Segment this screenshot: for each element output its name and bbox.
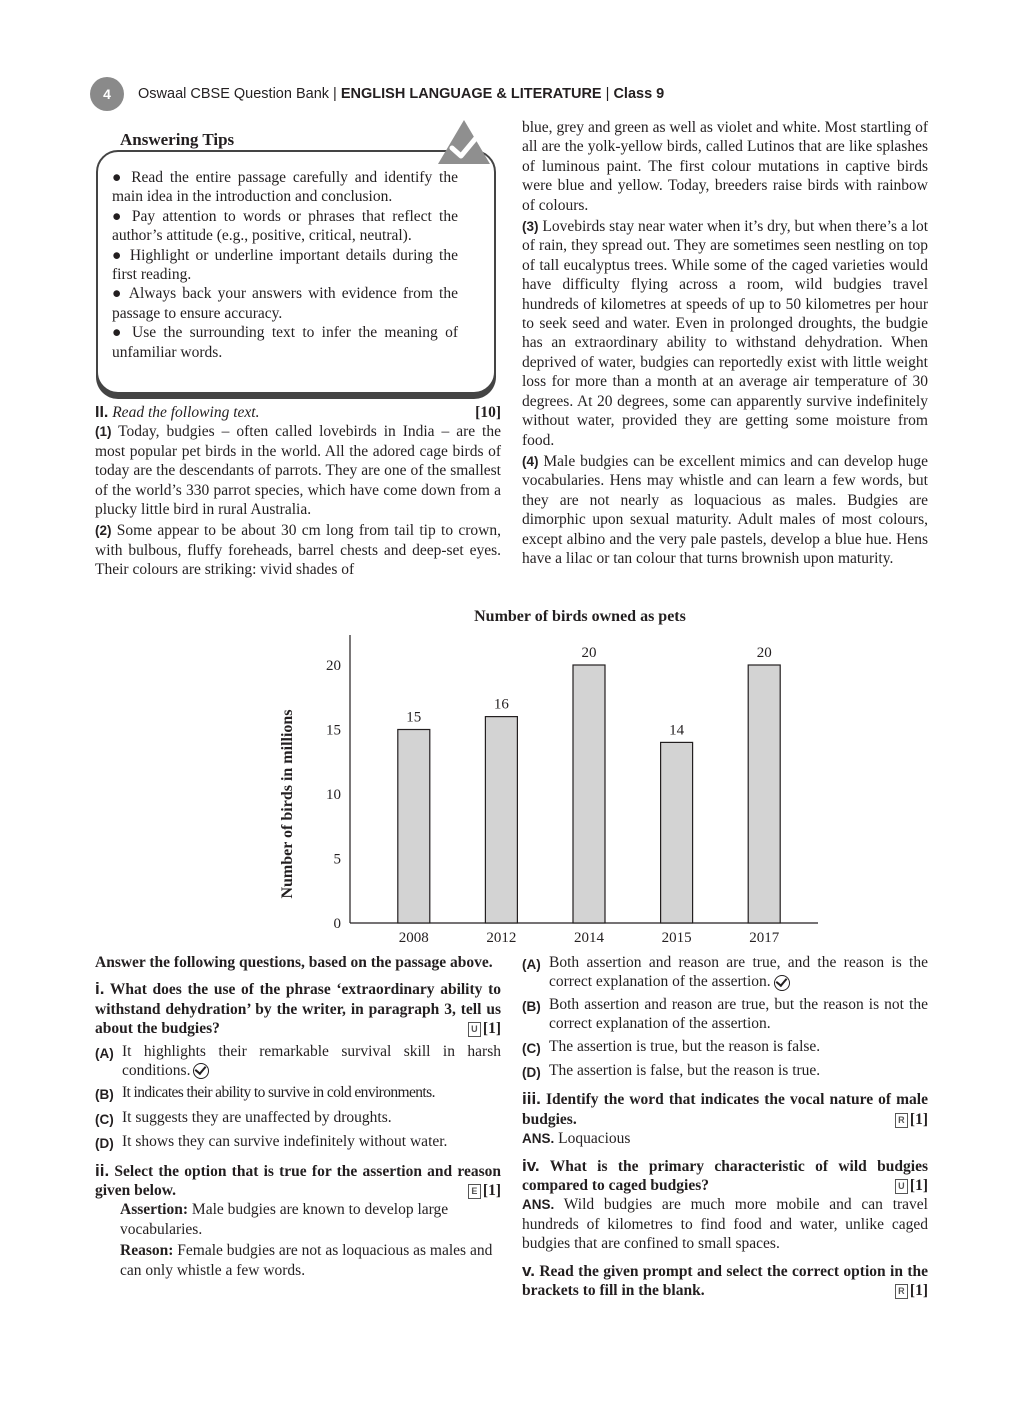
y-tick-label: 20 xyxy=(326,658,341,674)
y-axis-label: Number of birds in millions xyxy=(279,709,296,899)
q1-option-a[interactable]: (A) It highlights their remarkable survival skill in harsh conditions. xyxy=(95,1042,501,1080)
checkmark-triangle-icon xyxy=(436,118,492,166)
tip-item: ● Highlight or underline important details during the first reading. xyxy=(112,246,458,284)
y-tick-label: 5 xyxy=(333,851,341,868)
paragraph-4: (4) Male budgies can be excellent mimics and can develop huge vocabularies. Hens may whistle and can learn a few words, but they are not nearly as loquacious as males. Budgies are dimorphic upon sexual maturity. Adult males of most colours, except albino and the very pale pastels, develop a blue hue. Hens have a lilac or tan colour that turns brownish upon maturity. xyxy=(522,452,929,567)
question-5: v. Read the given prompt and select the correct option in the brackets to fill in the blank. R [1] xyxy=(522,1260,928,1300)
data-label: 20 xyxy=(581,645,597,661)
correct-check-icon xyxy=(193,1063,209,1079)
data-label: 16 xyxy=(493,696,509,713)
bar xyxy=(485,717,517,923)
passage-left-column xyxy=(95,403,501,582)
bar xyxy=(661,742,693,923)
tip-item: ● Use the surrounding text to infer the meaning of unfamiliar words. xyxy=(112,324,458,361)
evaluation-tag-icon: E xyxy=(468,1184,481,1199)
q1-option-d[interactable]: (D) It shows they can survive indefinitely without water. xyxy=(95,1133,448,1152)
series-title: Oswaal CBSE Question Bank xyxy=(138,86,330,102)
paragraph-3: (3) Lovebirds stay near water when it’s dry, but when there’s a lot of rain, they spread out. They are sometimes seen nestling on top of tall eucalyptus trees. While some of the caged varieties would have difficulty flying across a room, wild budgies travel hundreds of kilometres at speeds of up to 50 kilometres per hour to seek seed and water. Even in prolonged droughts, the budgie has an extraordinary ability to withstand dehydration. When deprived of water, budgies can reportedly exist with little weight loss for more than a month at an average air temperature of 30 degrees. At 20 degrees, some can apparently survive indefinitely without water, provided they are getting some moisture from food. xyxy=(522,218,929,449)
tip-item: ● Pay attention to words or phrases that reflect the author’s attitude (e.g., positive, critical, neutral). xyxy=(112,207,458,245)
paragraph-2: (2) Some appear to be about 30 cm long from tail tip to crown, with bulbous, fluffy foreheads, barrel chests and deep-set eyes. Their colours are striking: vivid shades of xyxy=(95,522,501,579)
q2-option-b[interactable]: (B) Both assertion and reason are true, but the reason is not the correct explanation of the assertion. xyxy=(522,995,928,1033)
q1-option-c[interactable]: (C) It suggests they are unaffected by droughts. xyxy=(95,1108,392,1127)
section-number: II. xyxy=(95,404,109,421)
remembering-tag-icon: R xyxy=(895,1113,908,1128)
data-label: 20 xyxy=(756,645,772,661)
paragraph-1: (1) Today, budgies – often called lovebirds in India – are the most popular pet birds in the world. All the adored cage birds of today are the descendants of parrots. They are one of the smallest of the world’s 330 parrot species, which have come down from a plucky little bird in rural Australia. xyxy=(95,423,501,519)
section-instruction: Read the following text. xyxy=(112,404,260,421)
y-tick-label: 0 xyxy=(333,916,341,932)
questions-right-column xyxy=(522,953,928,1301)
page-number: 4 xyxy=(90,77,124,111)
reason-text: Reason: Female budgies are not as loquacious as males and can only whistle a few words. xyxy=(120,1242,493,1279)
subject-title: ENGLISH LANGUAGE & LITERATURE xyxy=(340,86,602,102)
question-2: ii. Select the option that is true for the assertion and reason given below. E [1] xyxy=(95,1160,501,1200)
y-tick-label: 10 xyxy=(326,787,341,803)
bar xyxy=(748,665,780,923)
tip-item: ● Always back your answers with evidence from the passage to ensure accuracy. xyxy=(112,285,458,322)
section-marks: [10] xyxy=(475,404,501,421)
passage-right-column xyxy=(522,118,928,570)
x-tick-label: 2015 xyxy=(661,930,692,946)
bar xyxy=(398,730,430,924)
questions-left-column xyxy=(95,953,501,1280)
class-label: Class 9 xyxy=(613,86,665,102)
chart-title: Number of birds owned as pets xyxy=(474,608,686,625)
question-3: iii. Identify the word that indicates the vocal nature of male budgies. R [1] xyxy=(522,1089,928,1128)
assertion-text: Assertion: Male budgies are known to develop large vocabularies. xyxy=(120,1201,449,1238)
y-tick-label: 15 xyxy=(326,722,341,739)
question-4: iv. What is the primary characteristic of wild budgies compared to caged budgies? U [1] xyxy=(522,1155,928,1195)
q1-option-b[interactable]: (B) It indicates their ability to survive in cold environments. xyxy=(95,1084,435,1103)
tip-item: ● Read the entire passage carefully and identify the main idea in the introduction and conclusion. xyxy=(112,169,458,206)
section-heading xyxy=(95,403,501,422)
answering-tips-title: Answering Tips xyxy=(116,130,238,150)
correct-check-icon xyxy=(774,975,790,991)
data-label: 15 xyxy=(406,709,422,726)
header-separator: | xyxy=(605,86,610,102)
understanding-tag-icon: U xyxy=(468,1022,481,1037)
q2-option-a[interactable]: (A) Both assertion and reason are true, and the reason is the correct explanation of the assertion. xyxy=(522,954,928,991)
data-label: 14 xyxy=(669,722,685,739)
answer-4: ANS. Wild budgies are much more mobile and can travel hundreds of kilometres to find food and water, unlike caged budgies that are confined to small spaces. xyxy=(522,1196,928,1253)
answer-3: ANS. Loquacious xyxy=(522,1130,631,1148)
q2-option-d[interactable]: (D) The assertion is false, but the reason is true. xyxy=(522,1062,821,1081)
x-tick-label: 2012 xyxy=(486,930,517,946)
bar xyxy=(573,665,605,923)
understanding-tag-icon: U xyxy=(895,1179,908,1194)
x-tick-label: 2014 xyxy=(574,930,604,946)
remembering-tag-icon: R xyxy=(895,1284,908,1299)
x-tick-label: 2017 xyxy=(749,930,780,946)
questions-intro: Answer the following questions, based on the passage above. xyxy=(95,954,493,971)
paragraph-2-continued: blue, grey and green as well as violet and white. Most startling of all are the yolk-yellow birds, called Lutinos that are like splashes of luminous paint. The first colour mutations in captive birds were blue and yellow. Today, breeders raise birds with rainbow of colours. xyxy=(522,119,928,214)
running-header xyxy=(138,86,664,102)
x-tick-label: 2008 xyxy=(398,930,429,946)
header-separator: | xyxy=(333,86,337,102)
bar-chart xyxy=(270,605,830,950)
q2-option-c[interactable]: (C) The assertion is true, but the reason is false. xyxy=(522,1037,821,1056)
question-1: i. What does the use of the phrase ‘extraordinary ability to withstand dehydration’ by the writer, in paragraph 3, tell us about the budgies? U [1] xyxy=(95,979,501,1038)
answering-tips-list xyxy=(112,168,458,362)
